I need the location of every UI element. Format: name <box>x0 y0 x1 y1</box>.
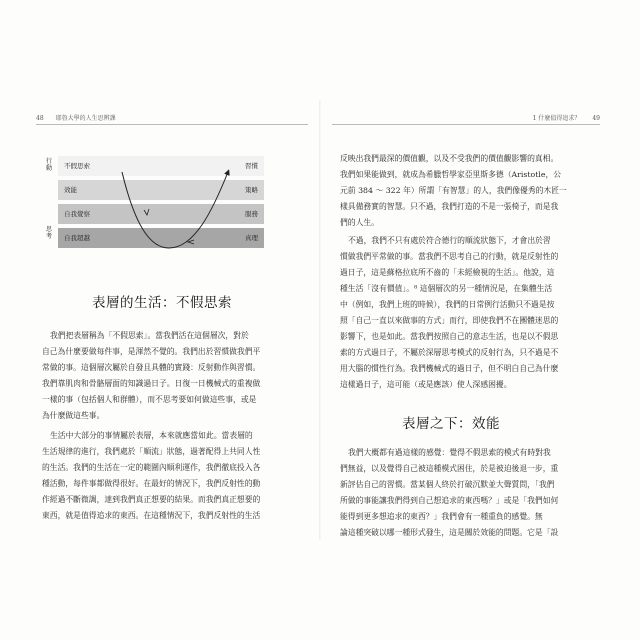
body-line: 元前 384 ～ 322 年）所謂「有智慧」的人，我們像優秀的木匠一 <box>340 186 567 195</box>
band-right-label: 真理 <box>245 234 258 242</box>
band-left-label: 自我超越 <box>64 234 90 242</box>
body-line: 生活規律的進行，我們處於「順流」狀態，過著配得上共同人性 <box>42 447 261 456</box>
body-line: 中（例如，我們上班的時候），我們的日常例行活動只不過是按 <box>340 300 555 309</box>
body-line: 用大腦的慣性行為。我們機械式的過日子，但不明白自己為什麼 <box>340 364 559 373</box>
vertical-label-thinking: 思考 <box>45 226 52 240</box>
body-line: 種活動，每件事都做得很好。在最好的情況下，我們反射性的動 <box>42 479 261 488</box>
body-line: 自己為什麼要做每件事，是渾然不覺的。我們出於習慣做我們平 <box>42 347 261 356</box>
band-left-label: 自我覺察 <box>64 210 90 218</box>
body-line: 照「自己一直以來做事的方式」而行，即使我們不在團體迷思的 <box>340 316 559 325</box>
body-line: 不過，我們不只有處於符合德行的順流狀態下，才會出於習 <box>348 236 551 245</box>
right-section-heading: 表層之下：效能 <box>402 416 500 432</box>
body-line: 種生活「沒有價值」。⁸ 這個層次的另一種情況是，在集體生活 <box>340 284 553 293</box>
band-right-label: 策略 <box>245 186 258 194</box>
right-header-title: 什麼值得追求？ <box>538 115 581 122</box>
body-line: 反映出我們最深的價值觀，以及不受我們的價值觀影響的真相。 <box>340 154 559 163</box>
body-line: 所做的事能讓我們得到自己想追求的東西嗎？」或是「我們如何 <box>340 496 559 505</box>
body-line: 我們靠肌肉和骨骼層面的知識過日子。日復一日機械式的重複做 <box>42 379 261 388</box>
body-line: 索的方式過日子，不屬於深層思考模式的反射行為，只不過是不 <box>340 348 559 357</box>
left-section-heading: 表層的生活：不假思索 <box>92 295 232 311</box>
body-line: 我們如果能做到，就成為希臘哲學家亞里斯多德（Aristotle，公 <box>340 170 562 179</box>
body-line: 新評估自己的習慣。當某個人終於打破沉默並大聲質問，「我們 <box>340 480 555 489</box>
body-line: 樣具備務實的智慧。只不過，我們打造的不是一張椅子，而是我 <box>340 202 559 211</box>
right-running-header <box>533 113 600 122</box>
left-header-rule <box>36 124 308 125</box>
band-right-label: 服務 <box>245 210 258 218</box>
body-line: 一樣的事（包括個人和群體），而不思考要如何做這些事，或是 <box>42 395 257 404</box>
right-header-rule <box>332 124 600 125</box>
band-left-label: 效能 <box>64 186 77 194</box>
body-line: 這樣過日子，這可能（或是應該）使人深感困擾。 <box>340 380 512 389</box>
body-line: 們無益，以及覺得自己被這種模式困住，於是被迫後退一步，重 <box>340 464 559 473</box>
band-left-label: 不假思索 <box>64 162 90 170</box>
left-page-number: 48 <box>36 115 44 122</box>
body-line: 過日子，這是蘇格拉底所不齒的「未經檢視的生活」。他說，這 <box>340 268 555 277</box>
body-line: 作經過不斷微調，達到我們真正想要的結果。而我們真正想要的 <box>42 495 261 504</box>
gutter-shadow <box>319 100 321 540</box>
vertical-label-action: 行動 <box>45 158 52 172</box>
left-running-header <box>36 113 116 122</box>
body-line: 東西，就是值得追求的東西。在這種情況下，我們反射性的生活 <box>42 511 261 520</box>
levels-figure <box>44 152 264 256</box>
body-line: 論這種突破以哪一種形式發生，這是關於效能的問題。它是「設 <box>340 528 559 537</box>
body-line: 慣做我們平常做的事。當我們不思考自己的行動，就是反射性的 <box>340 252 559 261</box>
body-line: 我們大概都有過這樣的感覺：覺得不假思索的模式有時對我 <box>348 448 551 457</box>
right-page-number: 49 <box>592 115 600 122</box>
body-line: 我們把表層稱為「不假思索」。當我們活在這個層次，對於 <box>50 331 249 340</box>
left-header-title: 耶魯大學的人生思辨課 <box>55 115 116 122</box>
body-line: 為什麼做這些事。 <box>42 411 105 420</box>
band-right-label: 習慣 <box>245 162 258 170</box>
chapter-number: 1 <box>532 115 537 122</box>
body-line: 生活中大部分的事情屬於表層，本來就應當如此。當表層的 <box>50 431 253 440</box>
body-line: 的生活。我們的生活在一定的範圍內順利運作，我們徹底投入各 <box>42 463 261 472</box>
body-line: 常做的事。這個層次屬於自發且具體的實踐：反射動作與習慣。 <box>42 363 261 372</box>
body-line: 們的人生。 <box>340 218 379 227</box>
body-line: 能得到更多想追求的東西？」我們會有一種重負的感覺。無 <box>340 512 543 521</box>
figure-arrow-curve <box>44 152 264 256</box>
body-line: 影響下，也是如此。當我們按照自己的意志生活，也是以不假思 <box>340 332 559 341</box>
